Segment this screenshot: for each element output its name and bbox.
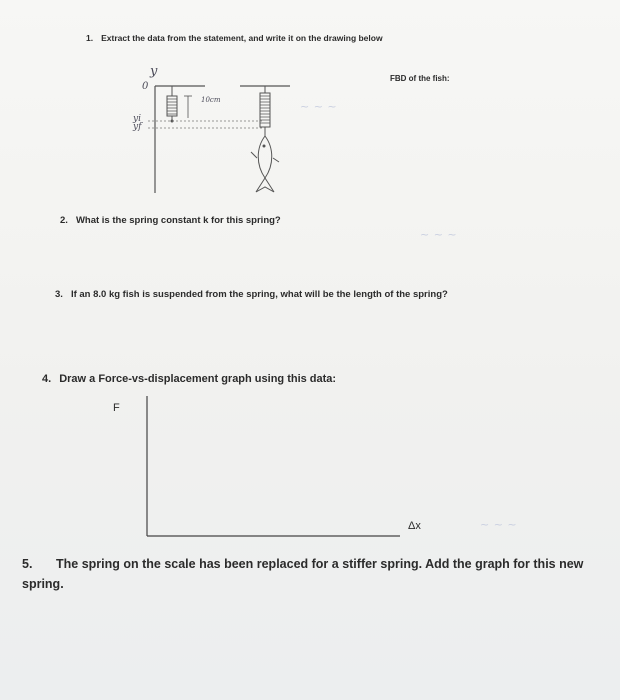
stretched-spring — [240, 86, 290, 136]
question-4: 4. Draw a Force-vs-displacement graph using this data: — [42, 373, 337, 385]
stretch-dimension — [184, 96, 192, 118]
bleed-through-text: ~ ~ ~ — [480, 518, 518, 531]
question-5: 5. The spring on the scale has been replaced for a stiffer spring. Add the graph for this new spring. — [22, 557, 584, 591]
unstretched-spring — [155, 86, 205, 193]
question-1: 1. Extract the data from the statement, and write it on the drawing below — [86, 33, 383, 43]
handwritten-yi: yi — [133, 114, 141, 124]
graph-x-axis-label: Δx — [408, 520, 421, 532]
force-displacement-axes — [147, 396, 400, 536]
fish-drawing — [251, 136, 279, 192]
handwritten-zero: 0 — [142, 81, 149, 92]
question-3: 3. If an 8.0 kg fish is suspended from the spring, what will be the length of the spring? — [55, 289, 448, 300]
handwritten-yf: yf — [133, 122, 142, 132]
fbd-label: FBD of the fish: — [390, 74, 450, 83]
bleed-through-text: ~ ~ ~ — [420, 228, 458, 241]
question-2: 2. What is the spring constant k for this spring? — [60, 215, 281, 226]
handwritten-stretch: 10cm — [201, 96, 221, 104]
bleed-through-text: ~ ~ ~ — [300, 100, 338, 113]
handwritten-y-label: y — [150, 64, 158, 79]
graph-y-axis-label: F — [113, 402, 120, 414]
